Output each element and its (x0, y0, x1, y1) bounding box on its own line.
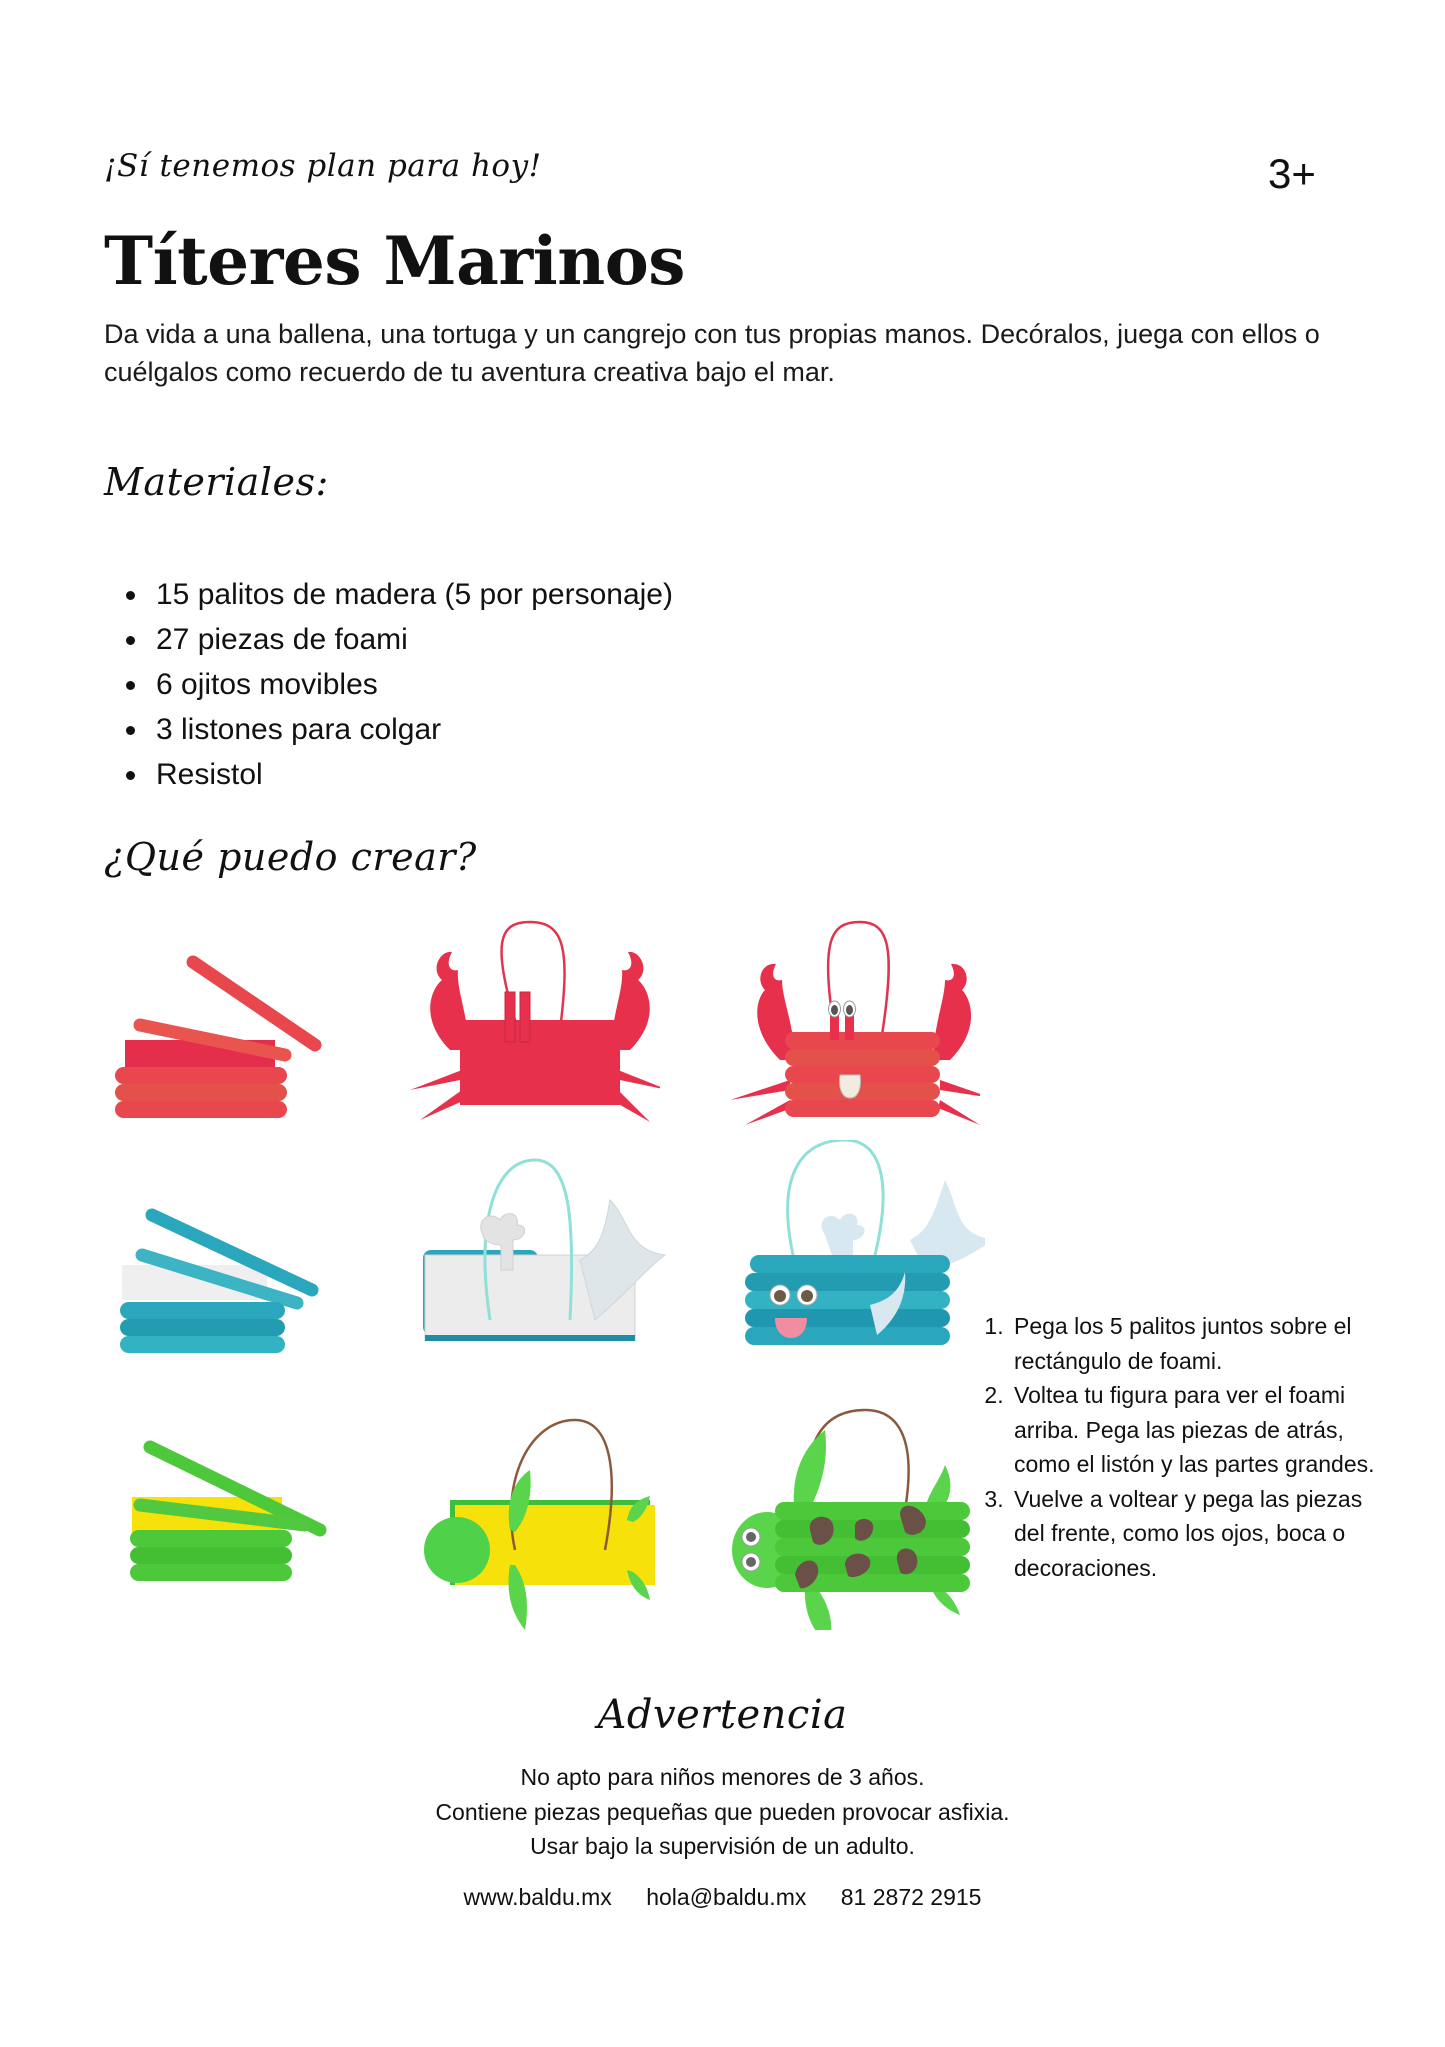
whale-step-2-image (405, 1140, 675, 1360)
turtle-step-2-image (405, 1400, 675, 1630)
material-item: • 3 listones para colgar (150, 707, 673, 752)
crab-step-2-image (390, 910, 660, 1135)
phone-number: 81 2872 2915 (840, 1884, 982, 1910)
crab-step-3-image (710, 910, 980, 1135)
instruction-step: 3. Vuelve a voltear y pega las piezas del frente, como los ojos, boca o decoraciones. (1010, 1482, 1390, 1586)
material-item: • 6 ojitos movibles (150, 662, 673, 707)
whale-step-3-image (715, 1140, 985, 1360)
materials-list (120, 572, 673, 797)
instruction-step: 1. Pega los 5 palitos juntos sobre el rectángulo de foami. (1010, 1309, 1390, 1378)
warning-heading: Advertencia (597, 1692, 848, 1738)
tagline: ¡Sí tenemos plan para hoy! (104, 148, 542, 184)
material-item: • 15 palitos de madera (5 por personaje) (150, 572, 673, 617)
age-badge: 3+ (1268, 150, 1316, 197)
materials-heading: Materiales: (104, 460, 329, 504)
intro-text: Da vida a una ballena, una tortuga y un cangrejo con tus propias manos. Decóralos, juega con ellos o cuélgalos como recuerdo de tu aventura creativa bajo el mar. (104, 319, 1320, 387)
create-heading: ¿Qué puedo crear? (104, 835, 477, 879)
warning-text (0, 1760, 1445, 1864)
whale-step-1-image (112, 1195, 332, 1360)
contact-info (0, 1884, 1445, 1911)
website-link[interactable]: www.baldu.mx (463, 1884, 612, 1910)
page-title: Títeres Marinos (104, 222, 685, 300)
instruction-step: 2. Voltea tu figura para ver el foami arriba. Pega las piezas de atrás, como el listón y las partes grandes. (1010, 1378, 1390, 1482)
instructions-list (978, 1309, 1390, 1585)
email-link[interactable]: hola@baldu.mx (646, 1884, 807, 1910)
warning-line: Usar bajo la supervisión de un adulto. (530, 1833, 915, 1859)
turtle-step-1-image (120, 1425, 340, 1595)
warning-line: No apto para niños menores de 3 años. (520, 1764, 925, 1790)
warning-line: Contiene piezas pequeñas que pueden provocar asfixia. (435, 1798, 1010, 1825)
crab-step-1-image (115, 950, 335, 1130)
material-item: • 27 piezas de foami (150, 617, 673, 662)
material-item: • Resistol (150, 752, 673, 797)
turtle-step-3-image (715, 1400, 985, 1630)
